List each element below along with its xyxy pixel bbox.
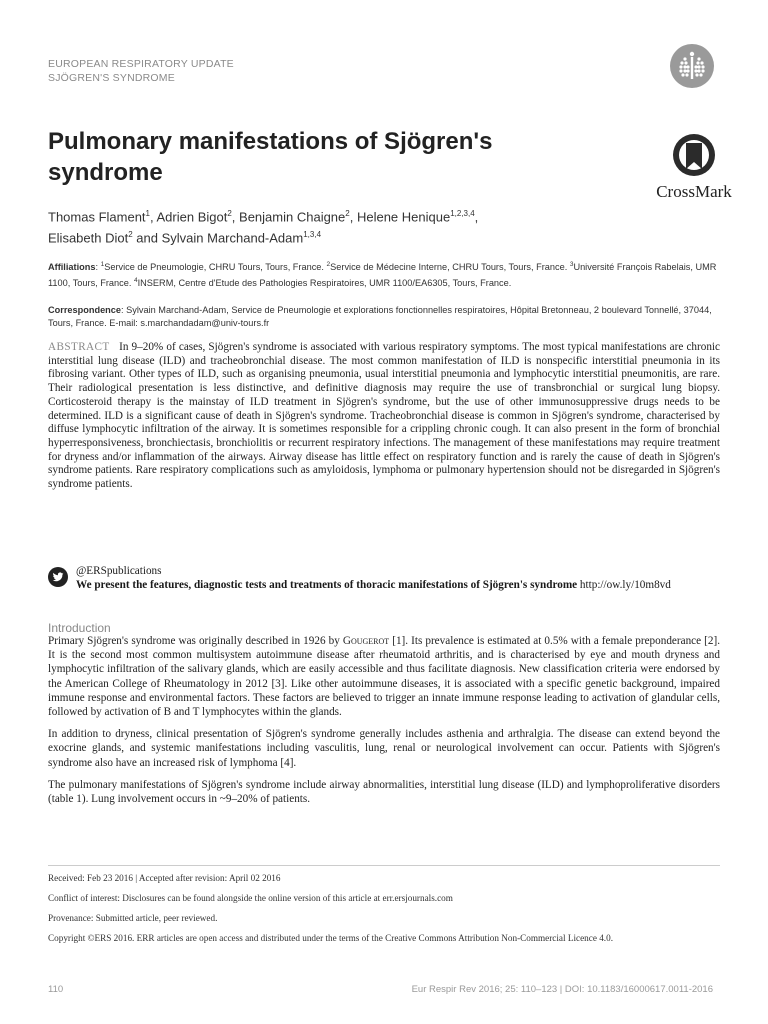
author-affiliation-ref: 1,2,3,4: [450, 209, 475, 218]
author-affiliation-ref: 2: [345, 209, 350, 218]
page-number: 110: [48, 984, 64, 995]
affiliation-text: Service de Pneumologie, CHRU Tours, Tours, France.: [104, 262, 324, 273]
affiliations: Affiliations: $^1$Service de Pneumologie, CHRU Tours, Tours, France. $^2$Service de Médecine Interne, CHRU Tours, Tours, France. $^3$Université François Rabelais, UMR 1100, Tours, France. $^4$INSERM, Centre d'Etude des Pathologies Respiratoires, UMR 1100/EA6305, Tours, France.: [48, 261, 717, 289]
paragraph-text: Primary Sjögren's syndrome was originally described in 1926 by: [48, 635, 343, 647]
tweet-content: [76, 565, 720, 592]
tweet-text: We present the features, diagnostic tests and treatments of thoracic manifestations of Sjögren's syndrome: [76, 578, 578, 591]
correspondence-text: Sylvain Marchand-Adam, Service de Pneumologie et explorations fonctionnelles respiratoires, Hôpital Bretonneau, 2 boulevard Tonnellé, 37044, Tours, France. E-mail: s.marchandadam@univ-tours.fr: [48, 305, 712, 328]
conflict-of-interest: Conflict of interest: Disclosures can be found alongside the online version of this article at err.ersjournals.com: [48, 893, 453, 903]
ers-logo-icon: [670, 44, 714, 88]
crossmark-badge[interactable]: [650, 133, 738, 202]
footnote-divider: [48, 865, 720, 866]
affiliation-text: Service de Médecine Interne, CHRU Tours, Tours, France.: [330, 262, 568, 273]
author-affiliation-ref: 2: [227, 209, 232, 218]
series-label: EUROPEAN RESPIRATORY UPDATE: [48, 58, 234, 70]
footnotes: [48, 872, 720, 952]
paragraph-text: [1]. Its prevalence is estimated at 0.5% with a female preponderance [2]. It is the second most common multisystem autoimmune disease after rheumatoid arthritis, and is characterised by eye and mouth dryness and lymphocytic infiltration of the salivary glands, which are easily accessible and thus facilitate diagnosis. New classification criteria were endorsed by the American College of Rheumatology in 2012 [3]. Like other autoimmune diseases, it is associated with a specific genetic background, impaired immune response and environmental factors. These factors are believed to trigger an innate immune response leading to activation of glandular cells, followed by activation of B and T lymphocytes within the glands.: [48, 635, 720, 719]
author-affiliation-ref: 2: [128, 230, 133, 240]
crossmark-icon: [672, 133, 716, 177]
topic-label: SJÖGREN'S SYNDROME: [48, 72, 175, 84]
affiliation-number: 4: [133, 277, 138, 285]
author-name: Benjamin Chaigne: [239, 209, 346, 225]
cited-author-name: Gougerot: [342, 635, 390, 647]
provenance: Provenance: Submitted article, peer reviewed.: [48, 913, 218, 923]
article-body: [48, 634, 720, 814]
running-header: [48, 57, 234, 85]
abstract-text: In 9–20% of cases, Sjögren's syndrome is associated with various respiratory symptoms. The most typical manifestations are chronic interstitial lung disease (ILD) and tracheobronchial disease. The most common manifestation of ILD is nonspecific interstitial pneumonia in its fibrosing variant. Other types of ILD, such as organising pneumonia, usual interstitial pneumonia and lymphocytic interstitial pneumonitis, are rare. Their radiological presentation is less distinctive, and definitive diagnosis may require the use of transbronchial or surgical lung biopsy. Corticosteroid therapy is the mainstay of ILD treatment in Sjögren's syndrome, but the use of other immunosuppressive drugs needs to be determined. ILD is a significant cause of death in Sjögren's syndrome. Tracheobronchial disease is common in Sjögren's syndrome, characterised by diffuse lymphocytic infiltration of the airway. It is sometimes responsible for a crippling chronic cough. It can also present in the form of bronchial hyperresponsiveness, bronchiectasis, bronchiolitis or recurrent respiratory infections. The management of these manifestations may require treatment for dryness and/or inflammation of the airways. Airway disease has little effect on respiratory function and is rarely the cause of death in Sjögren's syndrome patients. Rare respiratory complications such as amyloidosis, lymphoma or pulmonary hypertension should not be disregarded in Sjögren's syndrome patients.: [48, 341, 721, 491]
author-name: Sylvain Marchand-Adam: [161, 230, 304, 246]
crossmark-label: CrossMark: [656, 182, 732, 201]
author-name: Adrien Bigot: [156, 209, 228, 225]
tweet-link[interactable]: http://ow.ly/10m8vd: [579, 578, 671, 591]
twitter-bird-icon: [48, 567, 68, 587]
received-dates: Received: Feb 23 2016 | Accepted after revision: April 02 2016: [48, 873, 281, 883]
section-heading-introduction: Introduction: [48, 621, 111, 635]
author-name: Helene Henique: [356, 209, 451, 225]
copyright: Copyright ©ERS 2016. ERR articles are open access and distributed under the terms of the Creative Commons Attribution Non-Commercial Licence 4.0.: [48, 933, 613, 943]
author-name: Thomas Flament: [48, 209, 146, 225]
body-paragraph: [48, 634, 720, 719]
correspondence-label: Correspondence: [48, 305, 122, 315]
author-affiliation-ref: 1: [145, 209, 150, 218]
affiliations-label: Affiliations: [48, 262, 96, 273]
affiliation-number: 1: [100, 261, 105, 268]
affiliation-text: INSERM, Centre d'Etude des Pathologies Respiratoires, UMR 1100/EA6305, Tours, France.: [137, 278, 512, 289]
correspondence: Correspondence: Sylvain Marchand-Adam, Service de Pneumologie et explorations fonctionnelles respiratoires, Hôpital Bretonneau, 2 boulevard Tonnellé, 37044, Tours, France. E-mail: s.marchandadam@univ-tours.fr: [48, 305, 712, 328]
affiliation-number: 3: [569, 261, 574, 268]
affiliation-number: 2: [326, 261, 331, 268]
tweet-box: [48, 565, 720, 609]
article-title: Pulmonary manifestations of Sjögren's syndrome: [48, 128, 493, 186]
author-list: Thomas Flament$^1$, Adrien Bigot$^2$, Benjamin Chaigne$^2$, Helene Henique$^{1,2,3,4}$, Elisabeth Diot$^2$ and Sylvain Marchand-Adam$^{1,3,4}$: [48, 209, 479, 246]
journal-citation: Eur Respir Rev 2016; 25: 110–123 | DOI: 10.1183/16000617.0011-2016: [411, 984, 713, 995]
body-paragraph: In addition to dryness, clinical presentation of Sjögren's syndrome generally includes asthenia and arthralgia. The disease can extend beyond the exocrine glands, and systemic manifestations including vasculitis, lung, renal or neurological involvement can occur. Patients with Sjögren's syndrome also have an increased risk of lymphoma [4].: [48, 728, 720, 769]
affiliation-text: Université François Rabelais, UMR 1100, Tours, France.: [48, 262, 717, 289]
body-paragraph: The pulmonary manifestations of Sjögren's syndrome include airway abnormalities, interstitial lung disease (ILD) and lymphoproliferative disorders (table 1). Lung involvement occurs in ~9–20% of patients.: [48, 778, 720, 806]
abstract-label: ABSTRACT: [48, 341, 110, 353]
author-name: Elisabeth Diot: [48, 230, 129, 246]
tweet-handle: @ERSpublications: [76, 565, 162, 577]
author-affiliation-ref: 1,3,4: [303, 230, 322, 240]
abstract: [48, 341, 720, 492]
